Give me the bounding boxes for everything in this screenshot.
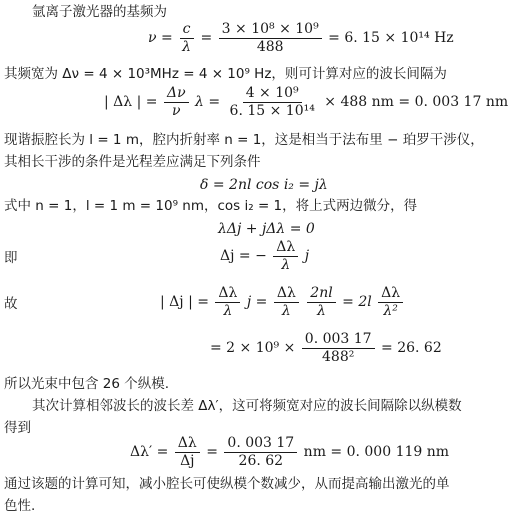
eq7-f-num: 0. 003 17 [302,332,375,349]
eq8-f1-den: Δj [180,452,195,469]
eq6-fraction-4 [378,286,403,318]
text-line-8a: 其次计算相邻波长的波长差 Δλ′，这可将频宽对应的波长间隔除以纵模数 [32,398,462,414]
equation-interference-condition: δ = 2nl cos i₂ = jλ [200,177,328,193]
label-ji: 即 [4,250,18,266]
eq2-lhs: | Δλ | = [104,94,158,111]
eq8-f2-den: 26. 62 [238,452,284,469]
equation-delta-j [220,240,309,272]
eq1-f1-den: λ [182,38,192,55]
text-line-9b: 色性. [4,498,36,514]
eq1-f2-num: 3 × 10⁸ × 10⁹ [219,22,322,39]
eq8-mid: = [206,444,218,461]
eq6-f2-num: Δλ [274,286,299,303]
eq6-fraction-3 [307,286,335,318]
eq2-mid: λ = [195,94,221,111]
eq6-m1: j = [246,294,268,311]
label-gu: 故 [4,296,18,312]
eq6-f1-num: Δλ [215,286,240,303]
equation-abs-delta-j [160,286,405,318]
equation-adjacent-wavelength [130,436,449,468]
eq1-mid: = [200,30,213,47]
equation-differential: λΔj + jΔλ = 0 [218,221,315,237]
eq2-f2-den: 6. 15 × 10¹⁴ [229,102,315,119]
text-line-3b: 其相长干涉的条件是光程差应满足下列条件 [4,154,261,170]
text-line-2: 其频宽为 Δν = 4 × 10³MHz = 4 × 10⁹ Hz，则可计算对应的波长间隔为 [4,66,447,82]
eq7-lhs: = 2 × 10⁹ × [210,340,296,357]
text-line-3a: 现谐振腔长为 l = 1 m，腔内折射率 n = 1，这是相当于法布里 − 珀罗干涉仪， [4,132,484,148]
eq6-fraction-1 [215,286,240,318]
text-line-1: 氩离子激光器的基频为 [32,4,167,20]
eq8-f1-num: Δλ [175,436,200,453]
text-line-7: 所以光束中包含 26 个纵模. [4,376,170,392]
eq8-fraction-1 [175,436,200,468]
equation-base-frequency [148,22,454,54]
equation-wavelength-interval [104,86,508,118]
eq6-f3-den: λ [317,302,326,319]
eq8-rhs: nm = 0. 000 119 nm [303,444,450,461]
eq1-fraction-1 [179,22,194,54]
eq6-m2: = 2l [342,294,372,311]
eq6-f1-den: λ [223,302,233,319]
eq1-fraction-2 [219,22,322,54]
eq5-fraction [273,240,298,272]
eq8-lhs: Δλ′ = [130,444,169,461]
eq6-f3-num: 2nl [307,286,335,303]
eq5-rhs: j [304,248,310,265]
eq1-lhs: ν = [148,30,173,47]
eq5-f-den: λ [281,256,291,273]
eq7-rhs: = 26. 62 [381,340,442,357]
eq6-lhs: | Δj | = [160,294,209,311]
eq2-fraction-2 [227,86,318,118]
eq2-f2-num: 4 × 10⁹ [243,86,302,103]
text-line-9a: 通过该题的计算可知，减小腔长可使纵模个数减少，从而提高输出激光的单 [4,476,450,492]
eq7-f-den: 488² [322,348,355,365]
eq7-fraction [302,332,375,364]
text-line-4: 式中 n = 1，l = 1 m = 10⁹ nm，cos i₂ = 1，将上式两边微分，得 [4,198,418,214]
eq5-f-num: Δλ [273,240,298,257]
eq8-fraction-2 [224,436,297,468]
text-line-8b: 得到 [4,420,31,436]
eq8-f2-num: 0. 003 17 [224,436,297,453]
eq2-f1-num: Δν [164,86,189,103]
eq2-f1-den: ν [172,102,181,119]
eq1-f2-den: 488 [256,38,284,55]
eq6-f4-den: λ² [383,302,398,319]
equation-mode-count [210,332,442,364]
eq5-lhs: Δj = − [220,248,267,265]
eq6-f2-den: λ [281,302,291,319]
eq6-fraction-2 [274,286,299,318]
eq1-rhs: = 6. 15 × 10¹⁴ Hz [328,30,454,47]
eq2-fraction-1 [164,86,189,118]
eq2-rhs: × 488 nm = 0. 003 17 nm [324,94,509,111]
eq1-f1-num: c [180,22,194,39]
eq6-f4-num: Δλ [378,286,403,303]
